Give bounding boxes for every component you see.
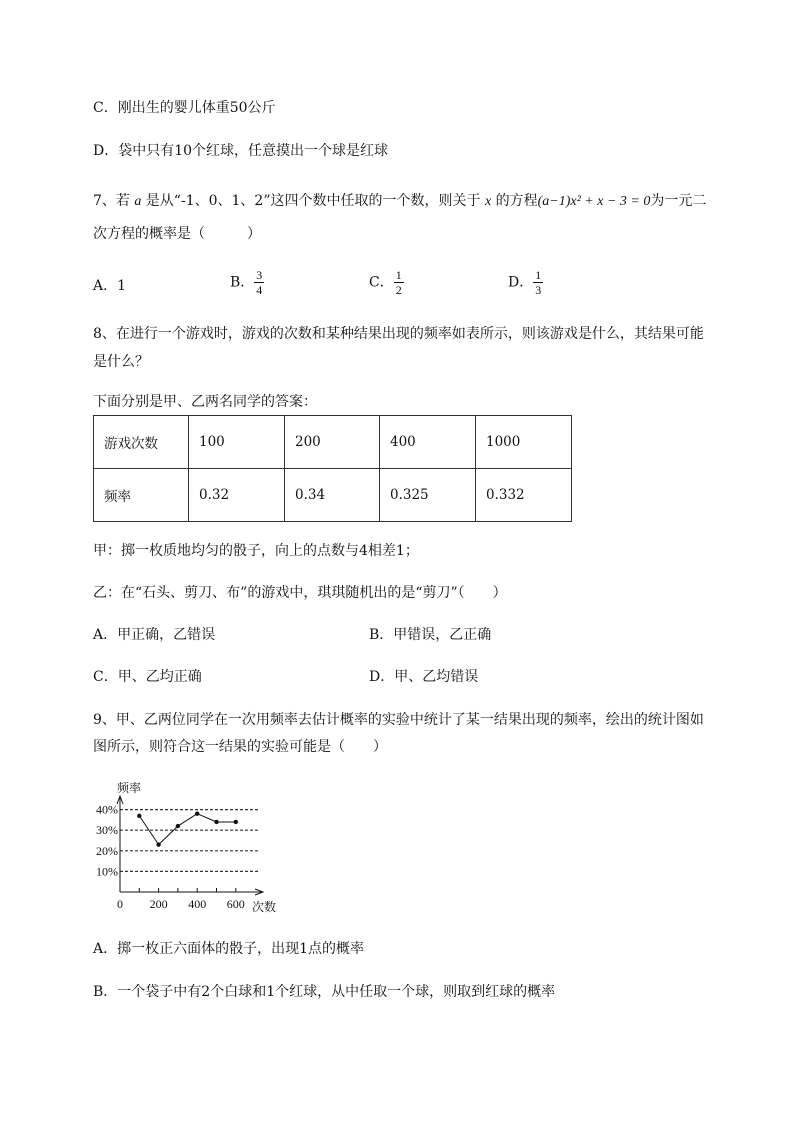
- table-cell: 1000: [476, 416, 572, 469]
- data-point: [214, 820, 218, 824]
- table-cell: 0.32: [189, 469, 285, 522]
- frequency-line-chart: [85, 778, 295, 918]
- q8-option-a: A．甲正确，乙错误: [93, 627, 216, 643]
- y-tick-label: 40%: [96, 802, 118, 817]
- x-tick-label: 200: [149, 897, 168, 911]
- q7-option-c-fraction: [394, 268, 404, 297]
- table-cell: 400: [380, 416, 476, 469]
- table-cell: 0.34: [285, 469, 380, 522]
- q8-option-d: D．甲、乙均错误: [369, 669, 479, 685]
- q9-stem-line1: 9、甲、乙两位同学在一次用频率去估计概率的实验中统计了某一结果出现的频率，绘出的统计图如: [93, 712, 704, 728]
- q7-stem-text: 是从“-1、0、1、2”这四个数中任取的一个数，则关于: [141, 193, 485, 209]
- data-point: [234, 820, 238, 824]
- q9-option-b: B．一个袋子中有2个白球和1个红球，从中任取一个球，则取到红球的概率: [93, 984, 556, 1000]
- y-tick-label: 10%: [96, 864, 118, 879]
- q8-intro: 下面分别是甲、乙两名同学的答案：: [93, 394, 317, 410]
- q8-stem-line2: 是什么？: [93, 354, 149, 370]
- x-tick-label: 600: [226, 897, 245, 911]
- q7-option-d-label: D．: [508, 274, 534, 291]
- q7-var-a: a: [134, 194, 142, 209]
- data-point: [176, 824, 180, 828]
- fraction-denominator: 4: [256, 283, 263, 297]
- q9-option-a: A．掷一枚正六面体的骰子，出现1点的概率: [93, 941, 365, 957]
- table-header-cell: 频率: [94, 469, 189, 522]
- table-cell: 200: [285, 416, 380, 469]
- q8-option-c: C．甲、乙均正确: [93, 669, 202, 685]
- q7-option-b-fraction: [254, 268, 264, 297]
- chart-series: [137, 812, 238, 847]
- q7-option-c: [369, 268, 404, 297]
- q7-stem-text: 为一元二: [650, 193, 707, 209]
- q9-stem-line2: 图所示，则符合这一结果的实验可能是（ ）: [93, 739, 387, 755]
- frequency-table: [93, 415, 572, 522]
- q7-option-b: [230, 268, 264, 297]
- q8-answer-yi: 乙：在“石头、剪刀、布”的游戏中，琪琪随机出的是“剪刀”（ ）: [93, 585, 507, 601]
- q7-var-x: x: [484, 194, 492, 209]
- fraction-numerator: 1: [535, 268, 542, 282]
- data-point: [195, 812, 199, 816]
- x-tick-label: 0: [117, 897, 123, 911]
- q6-option-d: D．袋中只有10个红球，任意摸出一个球是红球: [93, 143, 389, 159]
- data-point: [156, 842, 160, 846]
- table-row: [94, 416, 572, 469]
- chart-y-axis-label: 频率: [117, 781, 142, 795]
- q7-option-b-label: B．: [230, 274, 255, 291]
- table-cell: 0.332: [476, 469, 572, 522]
- chart-x-axis-label: 次数: [252, 900, 277, 914]
- q7-option-a: A．1: [93, 278, 127, 294]
- q7-stem-text: 的方程: [491, 193, 538, 209]
- fraction-denominator: 2: [395, 283, 402, 297]
- fraction-numerator: 3: [256, 268, 263, 282]
- q7-equation: (a−1)x² + x − 3 = 0: [537, 194, 651, 209]
- series-line: [139, 814, 236, 845]
- q7-option-c-label: C．: [369, 274, 394, 291]
- q7-option-d: [508, 268, 543, 297]
- q8-option-b: B．甲错误，乙正确: [369, 627, 492, 643]
- x-tick-label: 400: [188, 897, 207, 911]
- q7-option-d-fraction: [533, 268, 543, 297]
- chart-ticks: [96, 803, 245, 911]
- chart-axes: [117, 796, 263, 895]
- table-header-cell: 游戏次数: [94, 416, 189, 469]
- table-cell: 100: [189, 416, 285, 469]
- table-row: [94, 469, 572, 522]
- q7-stem-text: 7、若: [93, 193, 135, 209]
- y-tick-label: 30%: [96, 823, 118, 838]
- q8-answer-jia: 甲：掷一枚质地均匀的骰子，向上的点数与4相差1；: [93, 543, 419, 559]
- q7-stem-line2: 次方程的概率是（ ）: [93, 226, 261, 242]
- y-tick-label: 20%: [96, 843, 118, 858]
- fraction-denominator: 3: [535, 283, 542, 297]
- q7-stem-line1: [93, 191, 706, 212]
- q6-option-c: C．刚出生的婴儿体重50公斤: [93, 100, 276, 116]
- table-cell: 0.325: [380, 469, 476, 522]
- q8-stem-line1: 8、在进行一个游戏时，游戏的次数和某种结果出现的频率如表所示，则该游戏是什么，其结果可能: [93, 326, 704, 342]
- fraction-numerator: 1: [395, 268, 402, 282]
- data-point: [137, 814, 141, 818]
